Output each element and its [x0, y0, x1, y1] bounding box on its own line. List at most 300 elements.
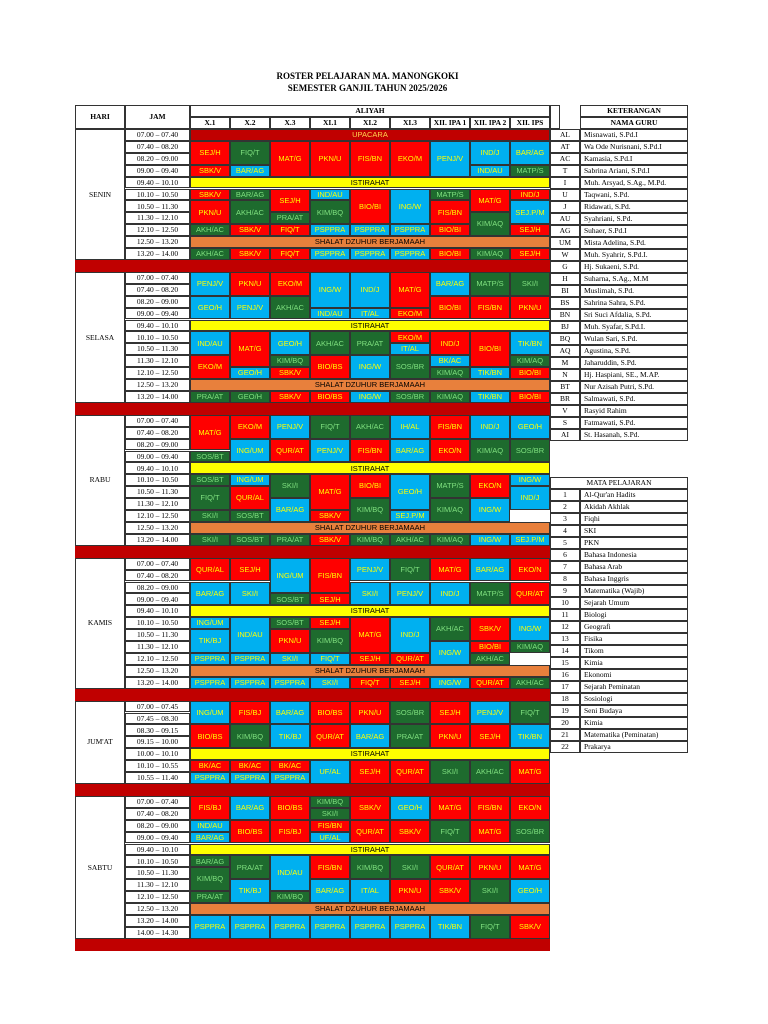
teacher-name: Wulan Sari, S.Pd. [580, 333, 688, 345]
schedule-cell: PSPPRA [270, 677, 310, 689]
subject-name: Geografi [580, 621, 688, 633]
teacher-name: Ridawati, S.Pd. [580, 201, 688, 213]
schedule-cell: SKI/I [350, 582, 390, 606]
schedule-cell: IT/AL [350, 308, 390, 320]
schedule-cell: PRA/AT [270, 534, 310, 546]
subject-number: 8 [550, 573, 580, 585]
schedule-cell: BIO/BS [230, 820, 270, 844]
schedule-cell: SKI/I [510, 272, 550, 296]
schedule-cell: PSPPRA [190, 677, 230, 689]
schedule-cell: BAR/AG [470, 558, 510, 582]
schedule-cell: ING/W [430, 677, 470, 689]
time-slot: 13.20 – 14.00 [125, 391, 190, 403]
schedule-cell: ING/W [310, 272, 350, 308]
subject-name: Ekonomi [580, 669, 688, 681]
schedule-cell: PKN/U [270, 629, 310, 653]
subject-name: Fiqhi [580, 513, 688, 525]
header-class: X.1 [190, 117, 230, 129]
schedule-cell: KIM/AQ [470, 212, 510, 236]
day-separator [75, 260, 550, 272]
schedule-cell: PSPPRA [390, 224, 430, 236]
schedule-cell: PRA/AT [230, 855, 270, 879]
schedule-cell: GEO/H [510, 879, 550, 903]
schedule-cell: FIS/BJ [190, 796, 230, 820]
schedule-cell: GEO/H [190, 296, 230, 320]
teacher-code: BJ [550, 321, 580, 333]
break-banner: SHALAT DZUHUR BERJAMAAH [190, 522, 550, 534]
teacher-name: Taqwani, S.Pd. [580, 189, 688, 201]
schedule-cell: MAT/G [470, 820, 510, 844]
schedule-cell: SOS/BT [230, 534, 270, 546]
teacher-name: Salmawati, S.Pd. [580, 393, 688, 405]
teacher-name: Fatmawati, S.Pd. [580, 417, 688, 429]
schedule-cell: TIK/BN [430, 915, 470, 939]
schedule-cell: TIK/BN [470, 391, 510, 403]
schedule-cell: QUR/AT [430, 855, 470, 879]
time-slot: 07.00 – 07.40 [125, 272, 190, 284]
time-slot: 13.20 – 14.00 [125, 677, 190, 689]
schedule-cell: SEJ.P/M [510, 200, 550, 224]
subject-name: Sosiologi [580, 693, 688, 705]
schedule-cell: MATP/S [470, 582, 510, 606]
time-slot: 07.40 – 08.20 [125, 570, 190, 582]
schedule-cell: MATP/S [430, 474, 470, 498]
schedule-cell: MAT/G [430, 558, 470, 582]
time-slot: 09.40 – 10.10 [125, 462, 190, 474]
schedule-cell: PSPPRA [310, 224, 350, 236]
schedule-cell: IND/J [430, 582, 470, 606]
header-hari: HARI [75, 105, 125, 129]
schedule-cell: ING/W [390, 189, 430, 225]
teacher-code: I [550, 177, 580, 189]
time-slot: 11.30 – 12.10 [125, 212, 190, 224]
day-label: SABTU [75, 796, 125, 939]
schedule-cell: BIO/BS [310, 391, 350, 403]
time-slot: 09.00 – 09.40 [125, 308, 190, 320]
time-slot: 09.40 – 10.10 [125, 320, 190, 332]
schedule-cell: BIO/BI [430, 248, 470, 260]
schedule-cell: FIQ/T [270, 224, 310, 236]
schedule-cell: TIK/BN [470, 367, 510, 379]
schedule-cell: QUR/AT [390, 653, 430, 665]
schedule-cell: PENJ/V [430, 141, 470, 177]
schedule-cell: FIS/BN [470, 296, 510, 320]
teacher-name: Kamasia, S.Pd.I [580, 153, 688, 165]
schedule-cell: PENJ/V [190, 272, 230, 296]
schedule-cell: AKH/AC [430, 617, 470, 641]
schedule-cell: QUR/AT [270, 439, 310, 463]
schedule-cell: MATP/S [470, 272, 510, 296]
time-slot: 11.30 – 12.10 [125, 498, 190, 510]
schedule-cell: IND/AU [230, 617, 270, 653]
schedule-cell: IND/AU [190, 820, 230, 832]
header-class: XII. IPS [510, 117, 550, 129]
time-slot: 09.00 – 09.40 [125, 451, 190, 463]
schedule-cell: BIO/BI [470, 641, 510, 653]
teacher-code: V [550, 405, 580, 417]
subject-number: 18 [550, 693, 580, 705]
schedule-cell: BIO/BI [470, 331, 510, 367]
schedule-cell: MAT/G [270, 141, 310, 177]
schedule-cell: EKO/M [390, 331, 430, 343]
roster-subtitle: SEMESTER GANJIL TAHUN 2025/2026 [287, 83, 448, 93]
schedule-cell: MAT/G [190, 415, 230, 451]
schedule-cell: BIO/BI [510, 367, 550, 379]
schedule-cell: ING/W [510, 617, 550, 641]
schedule-cell: MAT/G [230, 331, 270, 367]
schedule-cell: AKH/AC [510, 677, 550, 689]
subject-name: Sejarah Umum [580, 597, 688, 609]
schedule-cell: SEJ/H [470, 724, 510, 748]
schedule-cell: BAR/AG [230, 796, 270, 820]
day-label: SENIN [75, 129, 125, 260]
teacher-code: W [550, 249, 580, 261]
schedule-cell: FIQ/T [270, 248, 310, 260]
schedule-cell: IND/J [470, 415, 510, 439]
schedule-cell: IND/AU [270, 855, 310, 891]
schedule-cell: UF/AL [310, 832, 350, 844]
teacher-name: Hj. Sukaeni, S.Pd. [580, 261, 688, 273]
schedule-cell: ING/W [510, 474, 550, 486]
teacher-name: Suharna, S.Ag., M.M [580, 273, 688, 285]
subject-name: Prakarya [580, 741, 688, 753]
teacher-code: T [550, 165, 580, 177]
time-slot: 07.00 – 07.40 [125, 129, 190, 141]
schedule-cell: QUR/AL [190, 558, 230, 582]
teacher-name: Muh. Syafar, S.Pd.I. [580, 321, 688, 333]
time-slot: 08.20 – 09.00 [125, 296, 190, 308]
schedule-cell: SKI/I [270, 653, 310, 665]
schedule-cell: SEJ.P/M [510, 534, 550, 546]
schedule-cell: TIK/BJ [230, 879, 270, 903]
subject-name: Matematika (Wajib) [580, 585, 688, 597]
schedule-cell: SOS/BR [390, 391, 430, 403]
day-separator [75, 939, 550, 951]
schedule-cell: AKH/AC [270, 296, 310, 320]
schedule-cell: IT/AL [390, 343, 430, 355]
subject-name: Matematika (Peminatan) [580, 729, 688, 741]
schedule-cell: KIM/BQ [190, 867, 230, 891]
schedule-cell: PSPPRA [390, 248, 430, 260]
time-slot: 07.00 – 07.40 [125, 415, 190, 427]
time-slot: 13.20 – 14.00 [125, 915, 190, 927]
schedule-cell: KIM/BQ [350, 534, 390, 546]
subject-number: 4 [550, 525, 580, 537]
schedule-cell: ING/W [350, 391, 390, 403]
schedule-cell: TIK/BN [510, 724, 550, 748]
schedule-cell: ING/UM [230, 474, 270, 486]
teacher-code: BI [550, 285, 580, 297]
subject-number: 2 [550, 501, 580, 513]
header-aliyah: ALIYAH [190, 105, 550, 117]
schedule-cell: SOS/BR [390, 355, 430, 379]
teacher-code: UM [550, 237, 580, 249]
schedule-cell: KIM/AQ [470, 439, 510, 463]
schedule-cell: MAT/G [510, 760, 550, 784]
schedule-cell: BAR/AG [430, 272, 470, 296]
schedule-cell: SKI/I [390, 855, 430, 879]
time-slot: 12.10 – 12.50 [125, 510, 190, 522]
schedule-cell: EKO/N [510, 796, 550, 820]
teacher-name: Agustina, S.Pd. [580, 345, 688, 357]
teacher-name: Sabrina Ariani, S.Pd.I [580, 165, 688, 177]
schedule-cell: KIM/BQ [270, 355, 310, 367]
day-label: JUM'AT [75, 701, 125, 784]
schedule-cell: FIS/BN [350, 141, 390, 177]
time-slot: 09.40 – 10.10 [125, 177, 190, 189]
schedule-cell: KIM/AQ [430, 534, 470, 546]
schedule-cell: PSPPRA [350, 248, 390, 260]
subject-name: Kimia [580, 657, 688, 669]
time-slot: 10.50 – 11.30 [125, 867, 190, 879]
schedule-cell: KIM/AQ [430, 367, 470, 379]
day-label: RABU [75, 415, 125, 546]
schedule-cell: FIS/BN [310, 855, 350, 879]
time-slot: 10.50 – 11.30 [125, 343, 190, 355]
schedule-cell: SEJ/H [510, 248, 550, 260]
schedule-cell: PRA/AT [190, 391, 230, 403]
schedule-cell: BIO/BI [510, 391, 550, 403]
time-slot: 10.10 – 10.50 [125, 617, 190, 629]
header-class: XII. IPA 1 [430, 117, 470, 129]
schedule-cell: SKI/I [270, 474, 310, 498]
schedule-cell: PKN/U [470, 855, 510, 879]
schedule-cell: MAT/G [430, 796, 470, 820]
schedule-cell: SBK/V [230, 224, 270, 236]
schedule-cell: PSPPRA [270, 915, 310, 939]
schedule-cell: EKO/M [390, 308, 430, 320]
schedule-cell: SOS/BR [390, 701, 430, 725]
schedule-cell: PSPPRA [270, 772, 310, 784]
schedule-cell: KIM/BQ [350, 498, 390, 522]
schedule-cell: SBK/V [470, 617, 510, 641]
schedule-cell: AKH/AC [190, 224, 230, 236]
schedule-cell: SOS/BT [270, 617, 310, 629]
schedule-cell: BAR/AG [510, 141, 550, 165]
day-separator [75, 403, 550, 415]
time-slot: 07.00 – 07.40 [125, 558, 190, 570]
schedule-cell: PSPPRA [190, 653, 230, 665]
schedule-cell: KIM/BQ [230, 724, 270, 748]
schedule-cell: SBK/V [430, 879, 470, 903]
schedule-cell: PSPPRA [230, 677, 270, 689]
schedule-cell: PKN/U [350, 701, 390, 725]
schedule-cell: FIQ/T [230, 141, 270, 165]
schedule-cell: SBK/V [230, 248, 270, 260]
teacher-code: BQ [550, 333, 580, 345]
break-banner: SHALAT DZUHUR BERJAMAAH [190, 903, 550, 915]
schedule-cell: FIS/BN [310, 820, 350, 832]
schedule-cell: PKN/U [430, 724, 470, 748]
schedule-cell: BK/AC [230, 760, 270, 772]
schedule-cell: FIQ/T [510, 701, 550, 725]
schedule-cell: FIS/BN [430, 415, 470, 439]
teacher-name: Nur Azisah Putri, S.Pd. [580, 381, 688, 393]
schedule-cell: AKH/AC [390, 534, 430, 546]
schedule-cell: FIQ/T [470, 915, 510, 939]
subject-number: 15 [550, 657, 580, 669]
schedule-cell: PSPPRA [390, 915, 430, 939]
header-class: XI.3 [390, 117, 430, 129]
schedule-cell: PENJ/V [310, 439, 350, 463]
day-label: SELASA [75, 272, 125, 403]
schedule-cell: PSPPRA [350, 915, 390, 939]
schedule-cell: MATP/S [510, 165, 550, 177]
schedule-cell: FIS/BN [350, 439, 390, 463]
subject-number: 20 [550, 717, 580, 729]
time-slot: 08.30 – 09.15 [125, 724, 190, 736]
subject-name: Bahasa Indonesia [580, 549, 688, 561]
schedule-cell: IND/J [510, 189, 550, 201]
schedule-cell: MAT/G [350, 617, 390, 653]
schedule-cell: PSPPRA [230, 772, 270, 784]
schedule-cell: QUR/AT [470, 677, 510, 689]
schedule-cell: PRA/AT [350, 331, 390, 355]
subject-number: 22 [550, 741, 580, 753]
teacher-name: Muh. Arsyad, S.Ag., M.Pd. [580, 177, 688, 189]
schedule-cell: KIM/BQ [310, 200, 350, 224]
time-slot: 07.40 – 08.20 [125, 141, 190, 153]
break-banner: ISTIRAHAT [190, 748, 550, 760]
schedule-cell: BK/AC [270, 760, 310, 772]
time-slot: 12.50 – 13.20 [125, 236, 190, 248]
time-slot: 11.30 – 12.10 [125, 879, 190, 891]
header-class: X.3 [270, 117, 310, 129]
teacher-name: Wa Ode Nurisnani, S.Pd.I [580, 141, 688, 153]
teacher-code: BR [550, 393, 580, 405]
schedule-cell: PENJ/V [230, 296, 270, 320]
schedule-cell: ING/W [430, 641, 470, 665]
teacher-name: Hj. Haspiani, SE., M.AP. [580, 369, 688, 381]
schedule-cell: FIS/BN [430, 200, 470, 224]
schedule-cell: KIM/AQ [510, 641, 550, 653]
break-banner: ISTIRAHAT [190, 177, 550, 189]
schedule-cell: QUR/AT [350, 820, 390, 844]
schedule-cell: BAR/AG [190, 582, 230, 606]
schedule-cell: MATP/S [430, 189, 470, 201]
subject-number: 1 [550, 489, 580, 501]
schedule-cell: GEO/H [230, 367, 270, 379]
schedule-cell: SEJ/H [510, 224, 550, 236]
schedule-cell: KIM/BQ [310, 629, 350, 653]
schedule-cell: FIQ/T [430, 820, 470, 844]
schedule-cell: SBK/V [270, 391, 310, 403]
schedule-cell: SBK/V [390, 820, 430, 844]
schedule-cell: BAR/AG [190, 832, 230, 844]
teacher-name: St. Hasanah, S.Pd. [580, 429, 688, 441]
subject-number: 13 [550, 633, 580, 645]
schedule-cell: PSPPRA [230, 915, 270, 939]
subject-number: 5 [550, 537, 580, 549]
schedule-cell: GEO/H [230, 391, 270, 403]
time-slot: 08.20 – 09.00 [125, 153, 190, 165]
subject-name: Bahasa Arab [580, 561, 688, 573]
schedule-cell: SOS/BT [230, 510, 270, 522]
schedule-cell: KIM/AQ [510, 355, 550, 367]
schedule-cell: AKH/AC [230, 200, 270, 224]
schedule-cell: MAT/G [470, 189, 510, 213]
schedule-cell: PKN/U [390, 879, 430, 903]
schedule-cell: AKH/AC [470, 653, 510, 665]
schedule-cell: SKI/I [230, 582, 270, 606]
time-slot: 10.10 – 10.55 [125, 760, 190, 772]
schedule-cell: SEJ/H [390, 677, 430, 689]
schedule-cell: EKO/M [390, 141, 430, 177]
break-banner: UPACARA [190, 129, 550, 141]
subject-number: 3 [550, 513, 580, 525]
time-slot: 12.10 – 12.50 [125, 653, 190, 665]
schedule-cell: AKH/AC [310, 331, 350, 355]
schedule-cell: SOS/BR [510, 439, 550, 463]
schedule-cell: BIO/BI [350, 474, 390, 498]
teacher-name: Mista Adelina, S.Pd. [580, 237, 688, 249]
time-slot: 14.00 – 14.30 [125, 927, 190, 939]
teacher-code: U [550, 189, 580, 201]
time-slot: 13.20 – 14.00 [125, 534, 190, 546]
subject-number: 12 [550, 621, 580, 633]
subject-name: Seni Budaya [580, 705, 688, 717]
schedule-cell: FIQ/T [390, 558, 430, 582]
time-slot: 10.10 – 10.50 [125, 331, 190, 343]
schedule-cell: PRA/AT [270, 212, 310, 224]
time-slot: 11.30 – 12.10 [125, 355, 190, 367]
schedule-cell: SKI/I [190, 534, 230, 546]
time-slot: 12.10 – 12.50 [125, 891, 190, 903]
schedule-cell: SEJ/H [350, 760, 390, 784]
schedule-cell: PSPPRA [310, 248, 350, 260]
subject-name: PKN [580, 537, 688, 549]
teacher-name: Syahriani, S.Pd. [580, 213, 688, 225]
subject-name: Bahasa Inggris [580, 573, 688, 585]
day-separator [75, 689, 550, 701]
time-slot: 07.40 – 08.20 [125, 427, 190, 439]
schedule-cell: ING/UM [190, 701, 230, 725]
schedule-cell: PSPPRA [350, 224, 390, 236]
schedule-cell: PKN/U [310, 141, 350, 177]
subject-name: Biologi [580, 609, 688, 621]
time-slot: 10.55 – 11.40 [125, 772, 190, 784]
subject-number: 10 [550, 597, 580, 609]
schedule-cell: BIO/BI [430, 224, 470, 236]
schedule-cell: PSPPRA [310, 915, 350, 939]
time-slot: 07.40 – 08.20 [125, 284, 190, 296]
subject-name: Sejarah Peminatan [580, 681, 688, 693]
schedule-cell: PRA/AT [190, 891, 230, 903]
schedule-cell: SEJ/H [270, 189, 310, 213]
schedule-cell: BAR/AG [190, 855, 230, 867]
schedule-cell: SBK/V [190, 165, 230, 177]
schedule-cell: IND/J [470, 141, 510, 165]
break-banner: ISTIRAHAT [190, 605, 550, 617]
time-slot: 09.00 – 09.40 [125, 165, 190, 177]
subject-number: 14 [550, 645, 580, 657]
schedule-cell: QUR/AT [510, 582, 550, 606]
schedule-cell: QUR/AT [310, 724, 350, 748]
teacher-name: Rasyid Rahim [580, 405, 688, 417]
time-slot: 08.20 – 09.00 [125, 820, 190, 832]
schedule-cell: EKO/M [230, 415, 270, 439]
schedule-cell: SEJ/H [230, 558, 270, 582]
day-separator [75, 546, 550, 558]
time-slot: 07.40 – 08.20 [125, 808, 190, 820]
teacher-code: AI [550, 429, 580, 441]
schedule-cell: SKI/I [310, 677, 350, 689]
time-slot: 10.50 – 11.30 [125, 629, 190, 641]
schedule-cell: SBK/V [310, 510, 350, 522]
schedule-cell: SBK/V [310, 534, 350, 546]
time-slot: 12.10 – 12.50 [125, 224, 190, 236]
schedule-cell: FIS/BN [470, 796, 510, 820]
